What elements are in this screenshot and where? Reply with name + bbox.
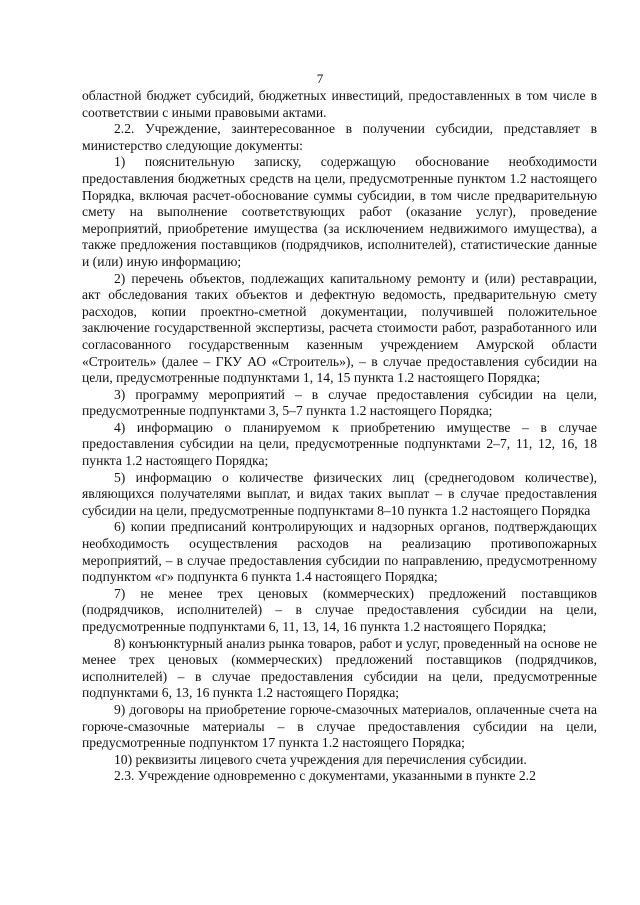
page-number: 7 <box>316 71 324 86</box>
paragraph-2-2: 2.2. Учреждение, заинтересованное в получении субсидии, представляет в министерство следующие документы: <box>82 121 597 153</box>
paragraph-continuation: областной бюджет субсидий, бюджетных инвестиций, предоставленных в том числе в соответствии с иными правовыми актами. <box>82 88 597 120</box>
list-item-8: 8) конъюнктурный анализ рынка товаров, работ и услуг, проведенный на основе не менее трех ценовых (коммерческих) предложений поставщиков (подрядчиков, исполнителей) – в случае предоставления субсидии на цели, предусмотренные подпунктами 6, 13, 16 пункта 1.2 настоящего Порядка; <box>82 635 597 701</box>
list-item-3: 3) программу мероприятий – в случае предоставления субсидии на цели, предусмотренные подпунктами 3, 5–7 пункта 1.2 настоящего Порядка; <box>82 386 597 419</box>
list-item-7: 7) не менее трех ценовых (коммерческих) предложений поставщиков (подрядчиков, исполнителей) – в случае предоставления субсидии на цели, предусмотренные подпунктами 6, 11, 13, 14, 16 пункта 1.2 настоящего Порядка; <box>82 585 597 634</box>
list-item-2: 2) перечень объектов, подлежащих капитальному ремонту и (или) реставрации, акт обследования таких объектов и дефектную ведомость, предварительную смету расходов, копии проектно-сметной документации, получившей положительное заключение государственной экспертизы, расчета стоимости работ, разработанного или согласованного государственным казенным учреждением Амурской области «Строитель» (далее – ГКУ АО «Строитель»), – в случае предоставления субсидии на цели, предусмотренные подпунктами 1, 14, 15 пункта 1.2 настоящего Порядка; <box>82 270 597 386</box>
document-body <box>82 88 597 785</box>
list-item-10: 10) реквизиты лицевого счета учреждения для перечисления субсидии. <box>114 751 527 767</box>
list-item-5: 5) информацию о количестве физических лиц (среднегодовом количестве), являющихся получателями выплат, и видах таких выплат – в случае предоставления субсидии на цели, предусмотренные подпунктами 8–10 пункта 1.2 настоящего Порядка <box>82 469 597 518</box>
paragraph-2-3: 2.3. Учреждение одновременно с документами, указанными в пункте 2.2 <box>114 768 536 784</box>
list-item-9: 9) договоры на приобретение горюче-смазочных материалов, оплаченные счета на горюче-смазочные материалы – в случае предоставления субсидии на цели, предусмотренные подпунктом 17 пункта 1.2 настоящего Порядка; <box>82 701 597 751</box>
list-item-6: 6) копии предписаний контролирующих и надзорных органов, подтверждающих необходимость осуществления расходов на реализацию противопожарных мероприятий, – в случае предоставления субсидии по направлению, предусмотренному подпунктом «г» подпункта 6 пункта 1.4 настоящего Порядка; <box>82 519 597 585</box>
list-item-4: 4) информацию о планируемом к приобретению имуществе – в случае предоставления субсидии на цели, предусмотренные подпунктами 2–7, 11, 12, 16, 18 пункта 1.2 настоящего Порядка; <box>82 419 597 469</box>
list-item-1: 1) пояснительную записку, содержащую обоснование необходимости предоставления бюджетных средств на цели, предусмотренные пунктом 1.2 настоящего Порядка, включая расчет-обоснование суммы субсидии, в том числе предварительную смету на выполнение соответствующих работ (оказание услуг), проведение мероприятий, приобретение имущества (за исключением недвижимого имущества), а также предложения поставщиков (подрядчиков, исполнителей), статистические данные и (или) иную информацию; <box>82 154 597 269</box>
